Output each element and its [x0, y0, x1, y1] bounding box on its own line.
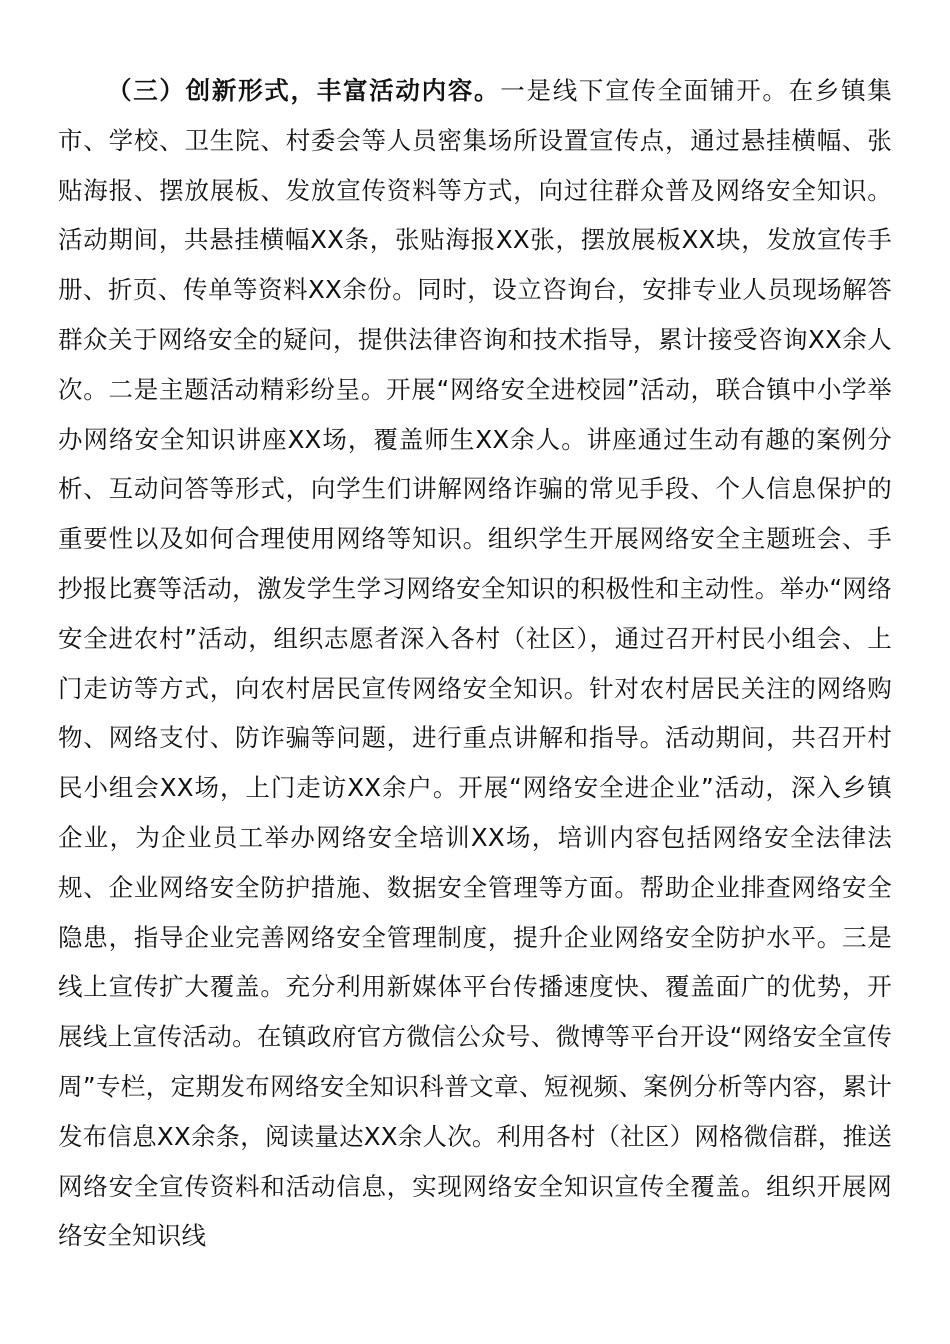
body-paragraph — [58, 66, 892, 1261]
section-heading: （三）创新形式，丰富活动内容。 — [107, 76, 501, 105]
paragraph-text: 一是线下宣传全面铺开。在乡镇集市、学校、卫生院、村委会等人员密集场所设置宣传点，通过悬挂横幅、张贴海报、摆放展板、发放宣传资料等方式，向过往群众普及网络安全知识。活动期间，共悬挂横幅XX条，张贴海报XX张，摆放展板XX块，发放宣传手册、折页、传单等资料XX余份。同时，设立咨询台，安排专业人员现场解答群众关于网络安全的疑问，提供法律咨询和技术指导，累计接受咨询XX余人次。二是主题活动精彩纷呈。开展“网络安全进校园”活动，联合镇中小学举办网络安全知识讲座XX场，覆盖师生XX余人。讲座通过生动有趣的案例分析、互动问答等形式，向学生们讲解网络诈骗的常见手段、个人信息保护的重要性以及如何合理使用网络等知识。组织学生开展网络安全主题班会、手抄报比赛等活动，激发学生学习网络安全知识的积极性和主动性。举办“网络安全进农村”活动，组织志愿者深入各村（社区），通过召开村民小组会、上门走访等方式，向农村居民宣传网络安全知识。针对农村居民关注的网络购物、网络支付、防诈骗等问题，进行重点讲解和指导。活动期间，共召开村民小组会XX场，上门走访XX余户。开展“网络安全进企业”活动，深入乡镇企业，为企业员工举办网络安全培训XX场，培训内容包括网络安全法律法规、企业网络安全防护措施、数据安全管理等方面。帮助企业排查网络安全隐患，指导企业完善网络安全管理制度，提升企业网络安全防护水平。三是线上宣传扩大覆盖。充分利用新媒体平台传播速度快、覆盖面广的优势，开展线上宣传活动。在镇政府官方微信公众号、微博等平台开设“网络安全宣传周”专栏，定期发布网络安全知识科普文章、短视频、案例分析等内容，累计发布信息XX余条，阅读量达XX余人次。利用各村（社区）网格微信群，推送网络安全宣传资料和活动信息，实现网络安全知识宣传全覆盖。组织开展网络安全知识线 — [58, 76, 893, 1251]
